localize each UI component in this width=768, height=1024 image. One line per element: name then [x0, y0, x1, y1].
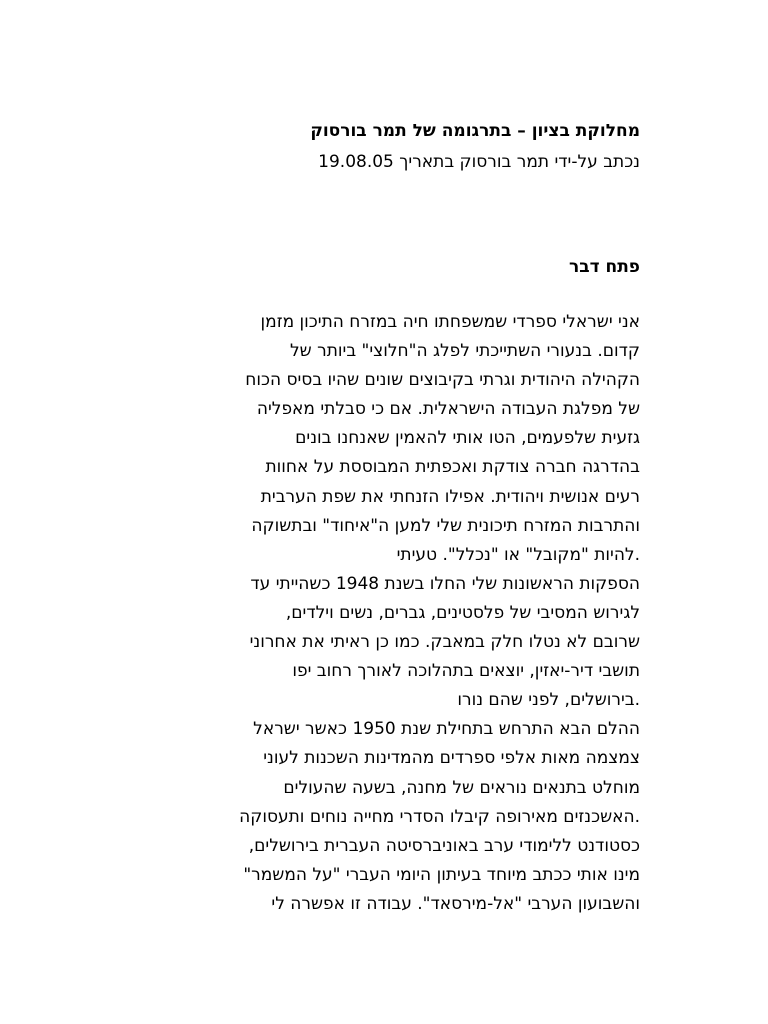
text-line: ההלם הבא התרחש בתחילת שנת 1950 כאשר ישראל — [253, 719, 640, 740]
body-text — [120, 308, 640, 919]
text-line: .להיות "מקובל" או "נכלל". טעיתי — [396, 544, 640, 565]
text-line: והתרבות המזרח תיכונית שלי למען ה"איחוד" ובתשוקה — [251, 515, 640, 536]
section-heading: פתח דבר — [569, 257, 640, 277]
text-line: מינו אותי ככתב מיוחד בעיתון היומי העברי "על המשמר" — [243, 864, 640, 885]
text-line: לגירוש המסיבי של פלסטינים, גברים, נשים וילדים, — [285, 602, 640, 623]
text-line: כסטודנט ללימודי ערב באוניברסיטה העברית בירושלים, — [248, 835, 640, 856]
text-line: תושבי דיר-יאזין, יוצאים בתהלוכה לאורך רחוב יפו — [292, 661, 640, 682]
text-line: שרובם לא נטלו חלק במאבק. כמו כן ראיתי את אחרוני — [249, 632, 640, 653]
text-line: והשבועון הערבי "אל-מירסאד". עבודה זו אפשרה לי — [271, 893, 640, 914]
text-line: הספקות הראשונות שלי החלו בשנת 1948 כשהייתי עד — [250, 573, 640, 594]
text-line: קדום. בנעורי השתייכתי לפלג ה"חלוצי" ביותר של — [290, 341, 640, 362]
text-line: הקהילה היהודית וגרתי בקיבוצים שונים שהיו בסיס הכוח — [245, 370, 640, 391]
text-line: גזעית שלפעמים, הטו אותי להאמין שאנחנו בונים — [295, 428, 640, 449]
text-line: .בירושלים, לפני שהם נורו — [457, 690, 640, 711]
document-title: מחלוקת בציון – בתרגומה של תמר בורסוק — [310, 121, 640, 141]
text-line: בהדרגה חברה צודקת ואכפתית המבוססת על אחוות — [265, 457, 640, 478]
text-line: של מפלגת העבודה הישראלית. אם כי סבלתי מאפליה — [256, 399, 640, 420]
document-byline: נכתב על-ידי תמר בורסוק בתאריך 19.08.05 — [318, 152, 640, 172]
text-line: רעים אנושית ויהודית. אפילו הזנחתי את שפת הערבית — [260, 486, 640, 507]
text-line: מוחלט בתנאים נוראים של מחנה, בשעה שהעולים — [283, 777, 640, 798]
text-line: אני ישראלי ספרדי שמשפחתו חיה במזרח התיכון מזמן — [260, 312, 640, 332]
text-line: צמצמה מאות אלפי ספרדים מהמדינות השכנות לעוני — [263, 748, 640, 769]
text-line: .האשכנזים מאירופה קיבלו הסדרי מחייה נוחים ותעסוקה — [239, 806, 640, 827]
